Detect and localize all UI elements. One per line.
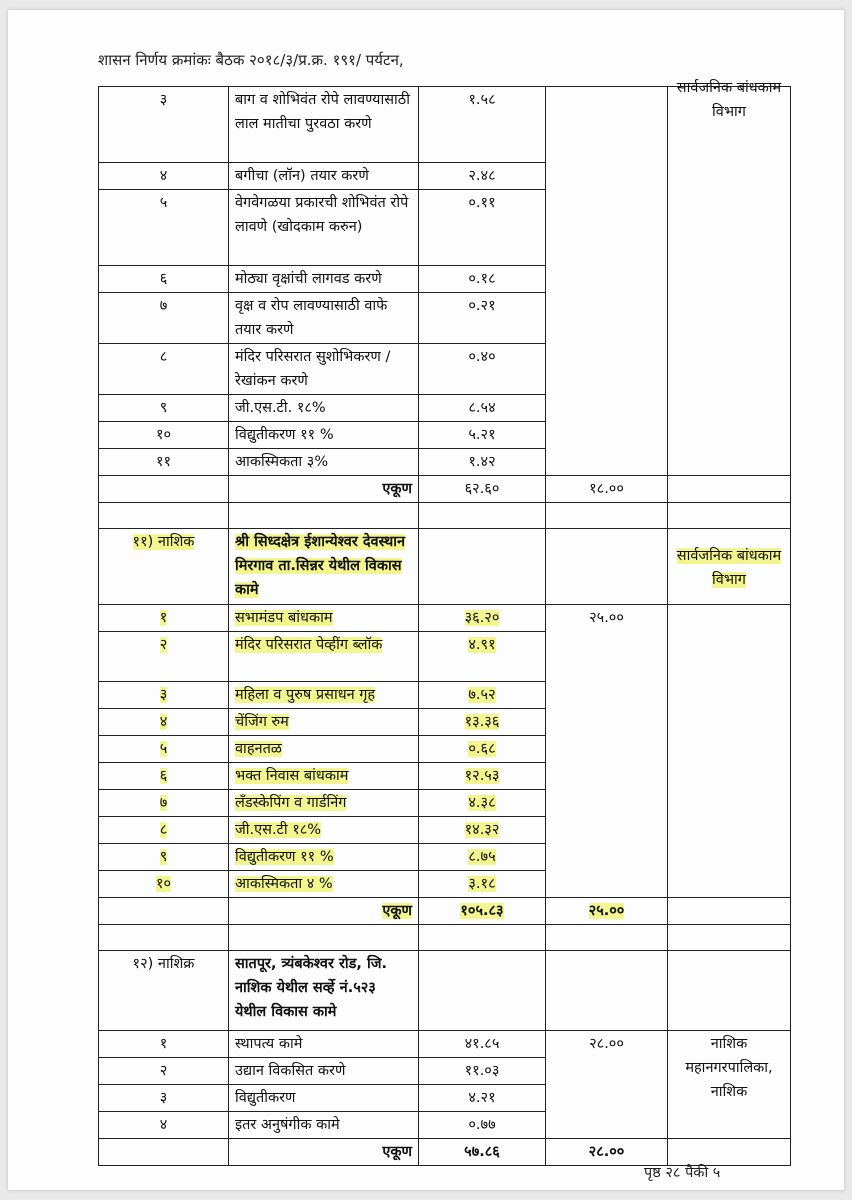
work-description: चेंजिंग रुम: [235, 714, 289, 730]
row-number: १: [99, 1031, 229, 1058]
spacer-row: [99, 503, 791, 529]
department-cell: [668, 80, 791, 476]
work-amount: ०.७७: [419, 1112, 546, 1139]
total-label: एकूण: [229, 1139, 419, 1166]
work-description: महिला व पुरुष प्रसाधन गृह: [235, 687, 376, 703]
row-number: ३: [99, 1085, 229, 1112]
total-provision: १८.००: [546, 476, 668, 503]
work-description: बगीचा (लॉन) तयार करणे: [229, 163, 419, 190]
row-number: २: [99, 1058, 229, 1085]
work-amount: १२.५३: [464, 768, 500, 784]
row-number: १०: [155, 876, 172, 892]
work-description: लॅंडस्केपिंग व गार्डनिंग: [235, 795, 347, 811]
work-description: विद्युतीकरण ११ %: [229, 422, 419, 449]
project-serial: ११) नाशिक: [132, 534, 195, 550]
row-number: ८: [99, 344, 229, 395]
work-description: उद्यान विकसित करणे: [229, 1058, 419, 1085]
total-amount: ६२.६०: [419, 476, 546, 503]
row-number: ७: [159, 795, 168, 811]
work-description: मंदिर परिसरात सुशोभिकरण / रेखांकन करणे: [229, 344, 419, 395]
table-row: [99, 87, 791, 163]
row-number: ९: [159, 849, 168, 865]
total-amount: ५७.८६: [419, 1139, 546, 1166]
row-number: १०: [99, 422, 229, 449]
work-description: मोठ्या वृक्षांची लागवड करणे: [229, 266, 419, 293]
work-description: सभामंडप बांधकाम: [235, 610, 333, 626]
table-row: [99, 605, 791, 632]
project-title: सातपूर, त्र्यंबकेश्वर रोड, जि. नाशिक येथील सर्व्हे नं.५२३ येथील विकास कामे: [229, 951, 419, 1031]
work-description: वाहनतळ: [235, 741, 282, 757]
work-description: बाग व शोभिवंत रोपे लावण्यासाठी लाल मातीचा पुरवठा करणे: [229, 87, 419, 163]
row-number: ११: [99, 449, 229, 476]
total-provision: २८.००: [546, 1139, 668, 1166]
work-description: मंदिर परिसरात पेव्हींग ब्लॉक: [235, 637, 383, 653]
document-header: शासन निर्णय क्रमांकः बैठक २०१८/३/प्र.क्र. १९१/ पर्यटन,: [98, 51, 404, 69]
work-description: विद्युतीकरण: [229, 1085, 419, 1112]
department-name: सार्वजनिक बांधकाम विभाग: [676, 80, 782, 120]
work-amount: ४.२१: [419, 1085, 546, 1112]
work-amount: ४.९१: [468, 637, 496, 653]
project-title-row: [99, 951, 791, 1031]
work-amount: ३.१८: [468, 876, 496, 892]
work-description: जी.एस.टी. १८%: [229, 395, 419, 422]
row-number: २: [159, 637, 168, 653]
provision-amount: २८.००: [589, 1036, 624, 1052]
work-amount: ८.५४: [419, 395, 546, 422]
page-number: पृष्ठ २८ पैकी ५: [644, 1165, 721, 1181]
row-number: ४: [159, 714, 168, 730]
works-table: [98, 80, 791, 1166]
row-number: ५: [159, 741, 168, 757]
department-cell: [668, 1031, 791, 1139]
total-row: [99, 898, 791, 925]
project-serial: १२) नाशिक्र: [99, 951, 229, 1031]
department-name: सार्वजनिक बांधकाम विभाग: [676, 548, 782, 588]
provision-amount: २५.००: [589, 610, 624, 626]
work-amount: ०.६८: [468, 741, 496, 757]
row-number: ३: [159, 687, 168, 703]
provision-cell: [546, 1031, 668, 1139]
work-description: वेगवेगळया प्रकारची शोभिवंत रोपे लावणे (खोदकाम करुन): [229, 190, 419, 266]
work-description: आकस्मिकता ४ %: [235, 876, 333, 892]
work-amount: २.४८: [419, 163, 546, 190]
work-amount: ०.१८: [419, 266, 546, 293]
total-amount: १०५.८३: [460, 903, 504, 919]
work-amount: ४.३८: [468, 795, 496, 811]
row-number: ६: [159, 768, 168, 784]
work-amount: ०.११: [419, 190, 546, 266]
work-description: विद्युतीकरण ११ %: [235, 849, 334, 865]
total-provision: २५.००: [588, 903, 625, 919]
row-number: ४: [99, 1112, 229, 1139]
work-description: इतर अनुषंगीक कामे: [229, 1112, 419, 1139]
department-name: नाशिक महानगरपालिका, नाशिक: [685, 1036, 773, 1100]
work-amount: ११.०३: [419, 1058, 546, 1085]
row-number: ५: [99, 190, 229, 266]
work-amount: १.४२: [419, 449, 546, 476]
work-amount: ५.२१: [419, 422, 546, 449]
work-description: जी.एस.टी १८%: [235, 822, 322, 838]
row-number: ९: [99, 395, 229, 422]
work-amount: ७.५२: [468, 687, 496, 703]
work-description: भक्त निवास बांधकाम: [235, 768, 349, 784]
project-title: श्री सिध्दक्षेत्र ईशान्येश्वर देवस्थान मिरगाव ता.सिन्नर येथील विकास कामे: [235, 534, 406, 598]
row-number: १: [159, 610, 168, 626]
row-number: ८: [159, 822, 168, 838]
work-amount: ८.७५: [468, 849, 496, 865]
work-amount: ०.४०: [419, 344, 546, 395]
work-description: वृक्ष व रोप लावण्यासाठी वाफे तयार करणे: [229, 293, 419, 344]
table-row: [99, 1031, 791, 1058]
row-number: ४: [99, 163, 229, 190]
work-description: आकस्मिकता ३%: [229, 449, 419, 476]
total-label: एकूण: [382, 903, 412, 919]
work-amount: ३६.२०: [464, 610, 500, 626]
work-amount: १३.३६: [464, 714, 500, 730]
total-label: एकूण: [229, 476, 419, 503]
department-cell: [668, 548, 791, 898]
provision-cell: [546, 87, 668, 476]
row-number: ३: [99, 87, 229, 163]
work-amount: १.५८: [419, 87, 546, 163]
work-amount: ४१.८५: [419, 1031, 546, 1058]
row-number: ६: [99, 266, 229, 293]
work-amount: ०.२१: [419, 293, 546, 344]
document-page: [8, 10, 844, 1190]
work-amount: १४.३२: [464, 822, 500, 838]
row-number: ७: [99, 293, 229, 344]
work-description: स्थापत्य कामे: [229, 1031, 419, 1058]
provision-cell: [546, 605, 668, 898]
total-row: [99, 476, 791, 503]
spacer-row: [99, 925, 791, 951]
